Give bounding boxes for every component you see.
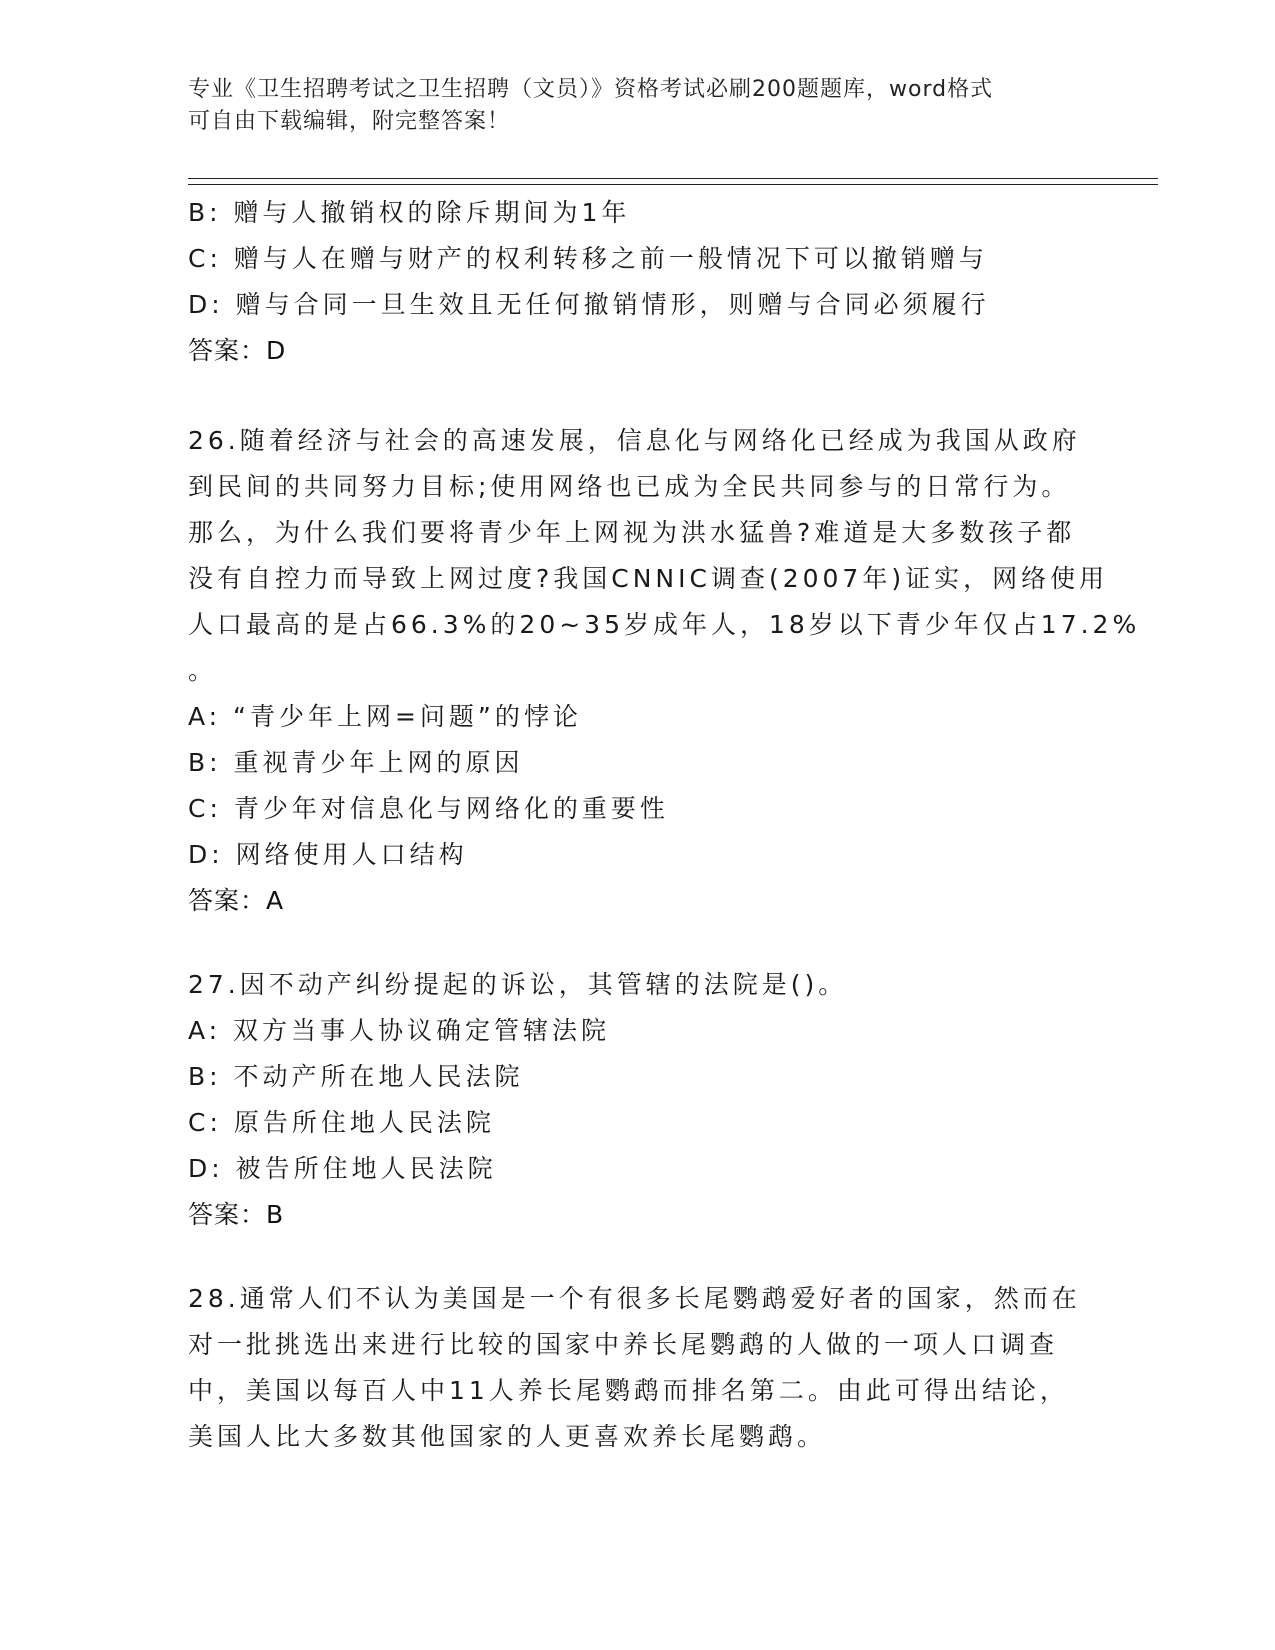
question-25 (188, 190, 1088, 374)
spacer (188, 924, 1088, 962)
question-28 (188, 1276, 1088, 1460)
option-d: D: 被告所住地人民法院 (188, 1154, 497, 1183)
question-stem-line: 人口最高的是占66.3%的20~35岁成年人，18岁以下青少年仅占17.2% (188, 610, 1141, 639)
question-stem-line: 。 (188, 656, 218, 685)
question-stem-line: 26.随着经济与社会的高速发展，信息化与网络化已经成为我国从政府 (188, 426, 1081, 455)
option-c: C: 青少年对信息化与网络化的重要性 (188, 794, 669, 823)
option-b: B: 不动产所在地人民法院 (188, 1062, 524, 1091)
question-26 (188, 418, 1141, 924)
option-b: B: 重视青少年上网的原因 (188, 748, 524, 777)
page-header (188, 74, 1088, 138)
answer: 答案：D (188, 336, 287, 365)
answer: 答案：A (188, 886, 285, 915)
option-d: D: 网络使用人口结构 (188, 840, 468, 869)
question-stem-line: 美国人比大多数其他国家的人更喜欢养长尾鹦鹉。 (188, 1422, 827, 1451)
question-27 (188, 962, 1088, 1238)
document-body (188, 190, 1141, 1460)
question-stem-line: 那么，为什么我们要将青少年上网视为洪水猛兽?难道是大多数孩子都 (188, 518, 1076, 547)
header-line-2: 可自由下载编辑，附完整答案！ (188, 109, 511, 134)
option-b: B: 赠与人撤销权的除斥期间为1年 (188, 198, 631, 227)
question-stem-line: 28.通常人们不认为美国是一个有很多长尾鹦鹉爱好者的国家，然而在 (188, 1284, 1081, 1313)
answer: 答案：B (188, 1200, 285, 1229)
header-line-1: 专业《卫生招聘考试之卫生招聘（文员）》资格考试必刷200题题库，word格式 (188, 77, 994, 102)
spacer (188, 374, 1088, 418)
question-stem-line: 没有自控力而导致上网过度?我国CNNIC调查(2007年)证实，网络使用 (188, 564, 1109, 593)
question-stem-line: 中，美国以每百人中11人养长尾鹦鹉而排名第二。由此可得出结论， (188, 1376, 1069, 1405)
option-c: C: 赠与人在赠与财产的权利转移之前一般情况下可以撤销赠与 (188, 244, 988, 273)
option-a: A: “青少年上网=问题”的悖论 (188, 702, 582, 731)
option-d: D: 赠与合同一旦生效且无任何撤销情形，则赠与合同必须履行 (188, 290, 990, 319)
spacer (188, 1238, 1088, 1276)
question-stem-line: 对一批挑选出来进行比较的国家中养长尾鹦鹉的人做的一项人口调查 (188, 1330, 1059, 1359)
option-c: C: 原告所住地人民法院 (188, 1108, 495, 1137)
header-rule-thick (188, 178, 1158, 179)
option-a: A: 双方当事人协议确定管辖法院 (188, 1016, 611, 1045)
header-rule-thin (188, 184, 1158, 185)
question-stem-line: 到民间的共同努力目标;使用网络也已成为全民共同参与的日常行为。 (188, 472, 1071, 501)
question-stem: 27.因不动产纠纷提起的诉讼，其管辖的法院是()。 (188, 970, 848, 999)
